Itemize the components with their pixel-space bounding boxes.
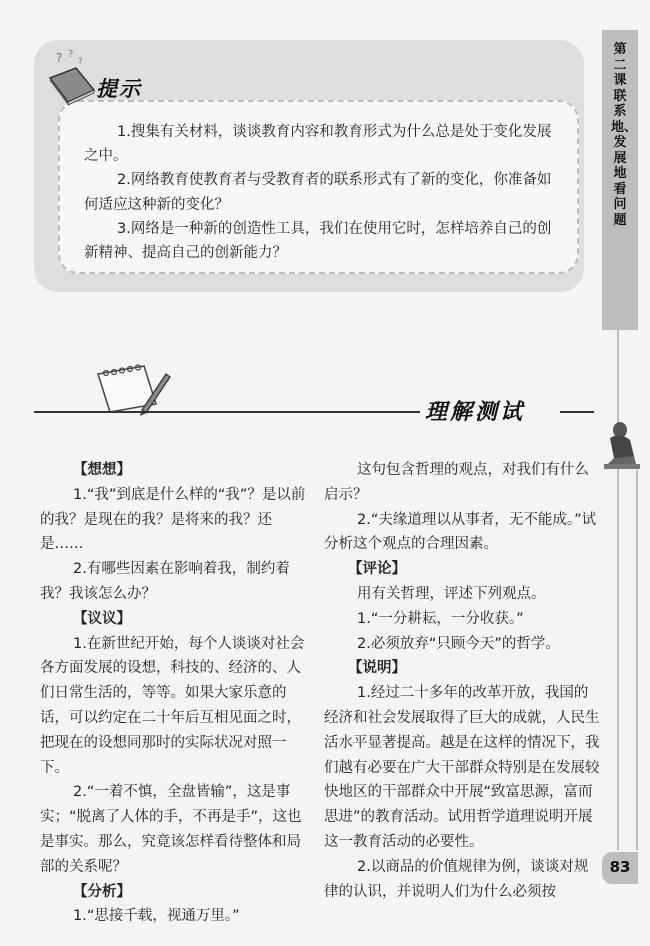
right-paragraph-5: 2.必须放弃“只顾今天”的哲学。 bbox=[357, 635, 560, 652]
svg-text:?: ? bbox=[78, 57, 83, 67]
tip-item-3: 3.网络是一种新的创造性工具，我们在使用它时，怎样培养自己的创新精神、提高自己的创新能力？ bbox=[84, 220, 552, 262]
left-paragraph-5: 1.“思接千载，视通万里。” bbox=[73, 908, 240, 925]
tip-title: 提示 bbox=[96, 77, 142, 101]
tip-item-2: 2.网络教育使教育者与受教育者的联系形式有了新的变化，你准备如何适应这种新的变化？ bbox=[84, 172, 552, 213]
left-paragraph-4: 2.“一着不慎，全盘皆输”，这是事实；“脱离了人体的手，不再是手”，这也是事实。那么，究竟该怎样看待整体和局部的关系呢？ bbox=[40, 784, 302, 875]
left-paragraph-1: 1.“我”到底是什么样的“我”？是以前的我？是现在的我？是将来的我？还是…… bbox=[40, 486, 306, 553]
svg-text:?: ? bbox=[56, 51, 63, 65]
book-question-icon bbox=[42, 48, 102, 106]
right-paragraph-6: 1.经过二十多年的改革开放，我国的经济和社会发展取得了巨大的成就，人民生活水平显著提高。越是在这样的情况下，我们越有必要在广大干部群众特别是在发展较快地区的干部群众中开展“致富思源，富而思进”的教育活动。试用哲学道理说明开展这一教育活动的必要性。 bbox=[324, 685, 600, 850]
right-paragraph-1: 这句包含哲理的观点，对我们有什么启示？ bbox=[324, 462, 589, 503]
tip-item-1: 1.搜集有关材料，谈谈教育内容和教育形式为什么总是处于变化发展之中。 bbox=[84, 124, 552, 165]
heading-pinglun: 【评论】 bbox=[348, 561, 406, 578]
right-paragraph-2: 2.“夫缘道理以从事者，无不能成。”试分析这个观点的合理因素。 bbox=[324, 511, 597, 553]
svg-text:?: ? bbox=[68, 49, 74, 60]
right-column bbox=[324, 458, 600, 904]
page-number: 83 bbox=[609, 858, 631, 876]
left-column bbox=[40, 458, 307, 929]
heading-xiangxiang: 【想想】 bbox=[73, 462, 131, 478]
right-paragraph-7: 2.以商品的价值规律为例，谈谈对规律的认识，并说明人们为什么必须按 bbox=[324, 858, 589, 900]
section-title: 理解测试 bbox=[425, 400, 526, 425]
heading-yiyi: 【议议】 bbox=[73, 610, 131, 627]
left-paragraph-3: 1.在新世纪开始，每个人谈谈对社会各方面发展的设想，科技的、经济的、人们日常生活的，等等。如果大家乐意的话，可以约定在二十年后互相见面之时，把现在的设想同那时的实际状况对照一下。 bbox=[40, 635, 305, 776]
heading-shuoming: 【说明】 bbox=[348, 660, 406, 677]
thinker-statue-icon bbox=[600, 418, 644, 470]
side-divider-line bbox=[617, 330, 619, 850]
heading-fenxi: 【分析】 bbox=[73, 883, 131, 900]
chapter-title: 第二课 联系地、发展地看问题 bbox=[611, 42, 638, 228]
side-divider-line-2 bbox=[636, 470, 638, 850]
right-paragraph-4: 1.“一分耕耘，一分收获。” bbox=[357, 610, 524, 627]
left-paragraph-2: 2.有哪些因素在影响着我，制约着我？我该怎么办？ bbox=[40, 561, 290, 602]
right-paragraph-3: 用有关哲理，评述下列观点。 bbox=[357, 585, 546, 602]
tip-content bbox=[84, 120, 564, 265]
